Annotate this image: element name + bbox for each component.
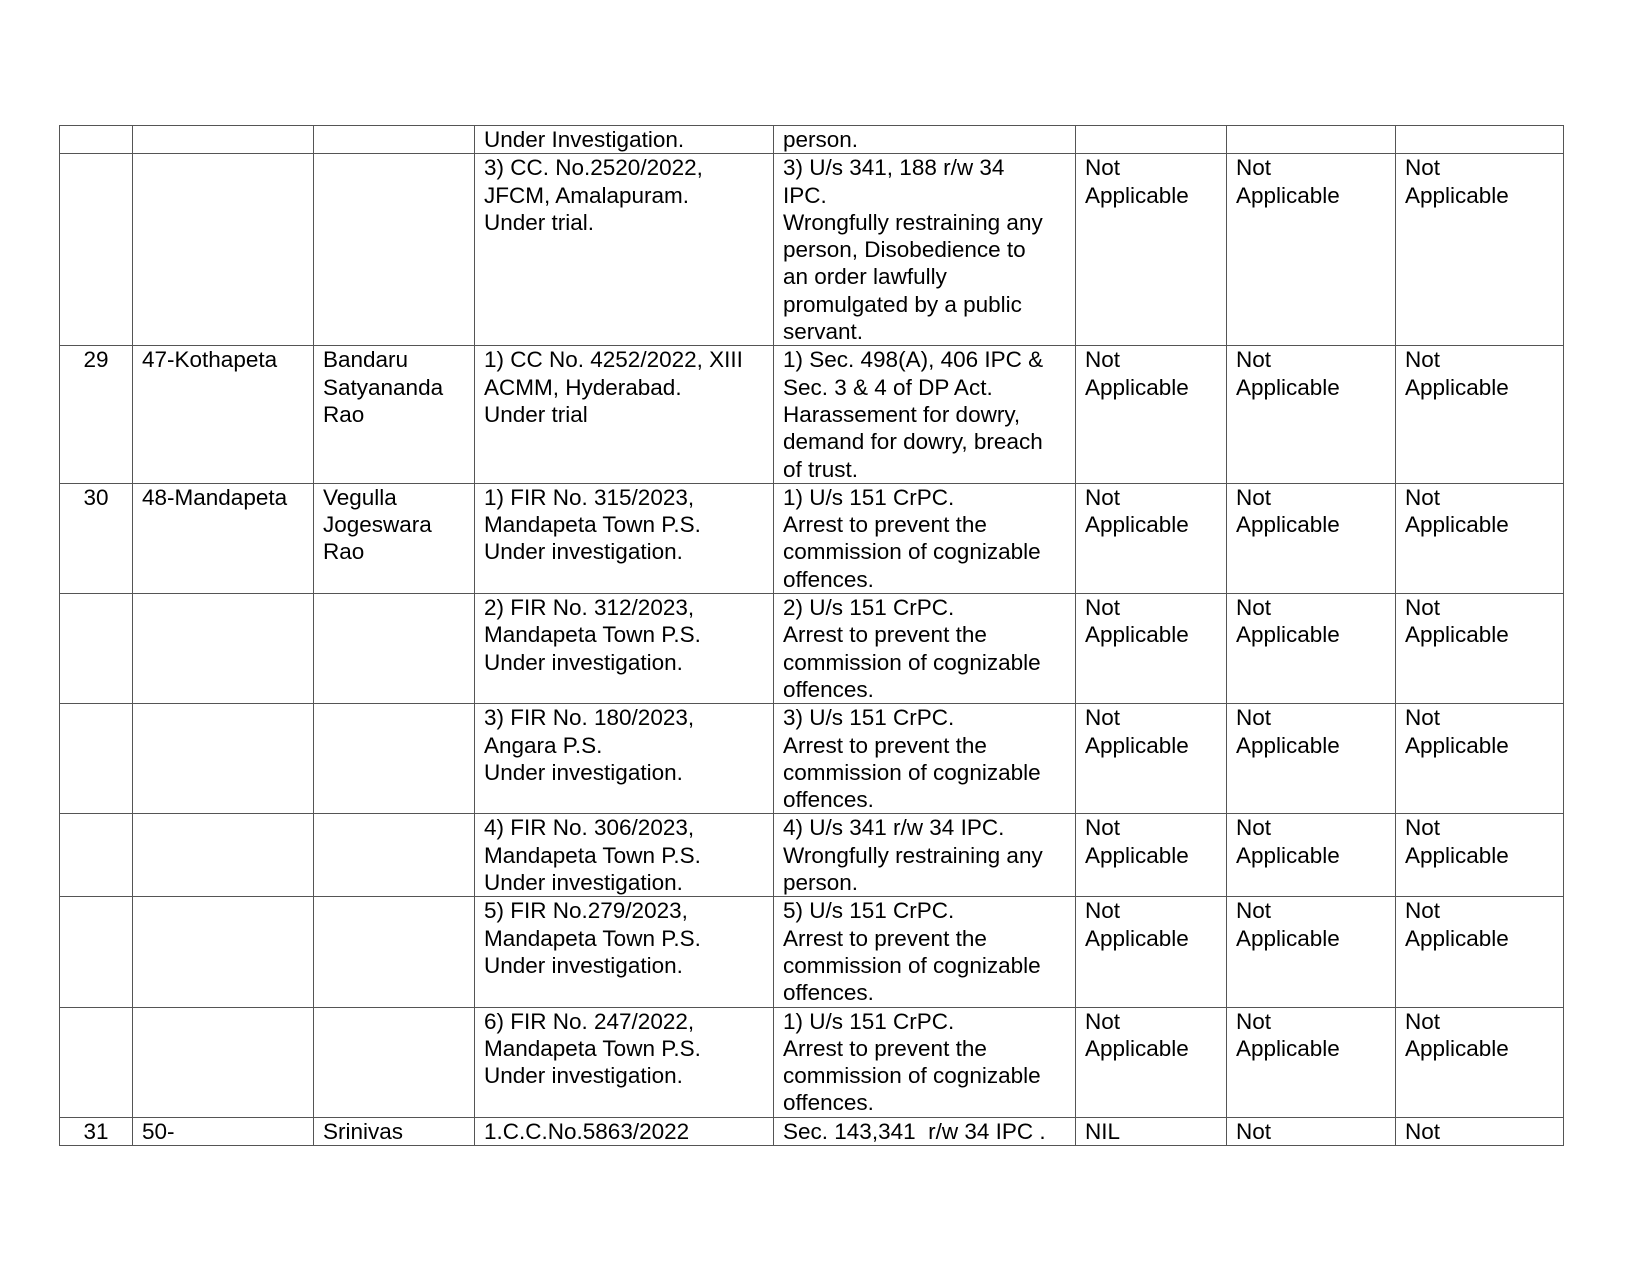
case-line: 2) FIR No. 312/2023, bbox=[484, 595, 695, 621]
case-line: 1.C.C.No.5863/2022 bbox=[484, 1118, 690, 1144]
status-line: Applicable bbox=[1405, 374, 1509, 400]
case-details-cell bbox=[475, 814, 774, 897]
sections-cell bbox=[774, 704, 1076, 814]
status-cell bbox=[1227, 346, 1396, 483]
sections-line: IPC. bbox=[783, 182, 827, 208]
table-row bbox=[60, 1007, 1564, 1117]
case-line: 1) CC No. 4252/2022, XIII bbox=[484, 347, 743, 373]
constituency-cell bbox=[133, 704, 314, 814]
status-line: Applicable bbox=[1236, 1035, 1340, 1061]
status-line: Applicable bbox=[1236, 182, 1340, 208]
case-details-cell bbox=[475, 704, 774, 814]
case-line: Under Investigation. bbox=[484, 127, 685, 152]
status-cell bbox=[1396, 704, 1564, 814]
sections-cell bbox=[774, 594, 1076, 704]
case-line: Mandapeta Town P.S. bbox=[484, 1035, 701, 1061]
status-line: NIL bbox=[1085, 1118, 1121, 1144]
status-cell bbox=[1227, 154, 1396, 346]
status-line: Not bbox=[1085, 347, 1121, 373]
case-line: Under investigation. bbox=[484, 870, 683, 896]
sections-line: Arrest to prevent the bbox=[783, 925, 987, 951]
status-line: Not bbox=[1085, 815, 1121, 841]
status-line: Not bbox=[1405, 1118, 1441, 1144]
status-line: Not bbox=[1236, 595, 1272, 621]
case-line: 1) FIR No. 315/2023, bbox=[484, 484, 695, 510]
status-line: Not bbox=[1236, 1118, 1272, 1144]
sections-line: promulgated by a public bbox=[783, 291, 1022, 317]
status-line: Not bbox=[1405, 898, 1441, 924]
case-details-cell bbox=[475, 1007, 774, 1117]
status-cell bbox=[1076, 704, 1227, 814]
case-line: Angara P.S. bbox=[484, 732, 603, 758]
status-line: Not bbox=[1085, 705, 1121, 731]
status-cell bbox=[1396, 814, 1564, 897]
sections-line: person. bbox=[783, 870, 859, 896]
serial-number-cell bbox=[60, 126, 133, 154]
constituency-cell: 48-Mandapeta bbox=[133, 483, 314, 593]
status-cell bbox=[1396, 1007, 1564, 1117]
candidate-name-line: Srinivas bbox=[323, 1118, 404, 1144]
candidate-cell bbox=[314, 1007, 475, 1117]
status-line: Not bbox=[1405, 815, 1441, 841]
sections-cell bbox=[774, 483, 1076, 593]
candidate-cell bbox=[314, 704, 475, 814]
sections-line: commission of cognizable bbox=[783, 1063, 1041, 1089]
sections-line: 3) U/s 151 CrPC. bbox=[783, 705, 955, 731]
status-cell bbox=[1227, 897, 1396, 1007]
sections-line: offences. bbox=[783, 1090, 874, 1116]
sections-line: 1) U/s 151 CrPC. bbox=[783, 1008, 955, 1034]
serial-number-cell bbox=[60, 814, 133, 897]
table-row bbox=[60, 1117, 1564, 1145]
status-line: Applicable bbox=[1085, 732, 1189, 758]
case-line: Mandapeta Town P.S. bbox=[484, 512, 701, 538]
status-line: Applicable bbox=[1085, 374, 1189, 400]
status-line: Applicable bbox=[1236, 732, 1340, 758]
constituency-cell bbox=[133, 814, 314, 897]
serial-number-cell bbox=[60, 704, 133, 814]
status-cell bbox=[1227, 704, 1396, 814]
sections-line: 4) U/s 341 r/w 34 IPC. bbox=[783, 815, 1005, 841]
sections-line: person, Disobedience to bbox=[783, 237, 1026, 263]
candidate-name-line: Rao bbox=[323, 401, 365, 427]
sections-line: offences. bbox=[783, 787, 874, 813]
sections-cell bbox=[774, 126, 1076, 154]
status-line: Not bbox=[1405, 347, 1441, 373]
case-details-cell bbox=[475, 126, 774, 154]
sections-line: Sec. 3 & 4 of DP Act. bbox=[783, 374, 993, 400]
serial-number-cell bbox=[60, 154, 133, 346]
status-line: Applicable bbox=[1236, 842, 1340, 868]
status-cell bbox=[1076, 897, 1227, 1007]
sections-line: Harassement for dowry, bbox=[783, 401, 1021, 427]
sections-line: Wrongfully restraining any bbox=[783, 209, 1043, 235]
sections-line: servant. bbox=[783, 319, 864, 345]
status-cell bbox=[1227, 126, 1396, 154]
candidate-cell bbox=[314, 594, 475, 704]
sections-line: Arrest to prevent the bbox=[783, 622, 987, 648]
sections-line: offences. bbox=[783, 566, 874, 592]
status-cell bbox=[1076, 1117, 1227, 1145]
status-line: Not bbox=[1405, 484, 1441, 510]
constituency-cell bbox=[133, 897, 314, 1007]
constituency-cell: 47-Kothapeta bbox=[133, 346, 314, 483]
case-line: Mandapeta Town P.S. bbox=[484, 622, 701, 648]
status-line: Not bbox=[1236, 155, 1272, 181]
case-details-cell bbox=[475, 154, 774, 346]
constituency-cell: 50- bbox=[133, 1117, 314, 1145]
table-row bbox=[60, 154, 1564, 346]
serial-number-cell: 29 bbox=[60, 346, 133, 483]
status-line: Not bbox=[1236, 705, 1272, 731]
candidate-name-line: Bandaru bbox=[323, 347, 409, 373]
sections-line: Arrest to prevent the bbox=[783, 1035, 987, 1061]
status-line: Applicable bbox=[1085, 1035, 1189, 1061]
table-row bbox=[60, 483, 1564, 593]
status-line: Not bbox=[1405, 705, 1441, 731]
status-line: Applicable bbox=[1085, 842, 1189, 868]
status-cell bbox=[1396, 483, 1564, 593]
candidate-cell bbox=[314, 897, 475, 1007]
constituency-cell bbox=[133, 1007, 314, 1117]
table-row bbox=[60, 594, 1564, 704]
sections-line: commission of cognizable bbox=[783, 759, 1041, 785]
status-line: Applicable bbox=[1405, 182, 1509, 208]
status-line: Applicable bbox=[1405, 1035, 1509, 1061]
status-cell bbox=[1227, 594, 1396, 704]
status-cell bbox=[1227, 1117, 1396, 1145]
case-line: Under investigation. bbox=[484, 1063, 683, 1089]
case-line: Mandapeta Town P.S. bbox=[484, 842, 701, 868]
status-cell bbox=[1227, 1007, 1396, 1117]
candidate-cell bbox=[314, 126, 475, 154]
sections-line: commission of cognizable bbox=[783, 539, 1041, 565]
status-line: Not bbox=[1085, 155, 1121, 181]
sections-line: 1) U/s 151 CrPC. bbox=[783, 484, 955, 510]
sections-line: commission of cognizable bbox=[783, 649, 1041, 675]
case-details-cell bbox=[475, 1117, 774, 1145]
status-line: Applicable bbox=[1405, 842, 1509, 868]
status-cell bbox=[1076, 1007, 1227, 1117]
sections-cell bbox=[774, 1117, 1076, 1145]
candidate-name-line: Jogeswara bbox=[323, 512, 432, 538]
status-cell bbox=[1076, 154, 1227, 346]
case-details-cell bbox=[475, 483, 774, 593]
status-line: Not bbox=[1085, 484, 1121, 510]
status-cell bbox=[1227, 483, 1396, 593]
sections-line: 1) Sec. 498(A), 406 IPC & bbox=[783, 347, 1044, 373]
serial-number-cell bbox=[60, 897, 133, 1007]
status-cell bbox=[1076, 594, 1227, 704]
sections-line: person. bbox=[783, 127, 859, 152]
table-row bbox=[60, 346, 1564, 483]
candidate-name-line: Vegulla bbox=[323, 484, 397, 510]
serial-number-cell bbox=[60, 1007, 133, 1117]
sections-line: of trust. bbox=[783, 456, 859, 482]
table-row bbox=[60, 814, 1564, 897]
sections-cell bbox=[774, 154, 1076, 346]
status-line: Not bbox=[1405, 1008, 1441, 1034]
status-line: Not bbox=[1405, 155, 1441, 181]
sections-cell bbox=[774, 814, 1076, 897]
status-line: Applicable bbox=[1405, 512, 1509, 538]
sections-cell bbox=[774, 346, 1076, 483]
case-details-cell bbox=[475, 594, 774, 704]
status-line: Applicable bbox=[1085, 512, 1189, 538]
candidate-cell bbox=[314, 1117, 475, 1145]
serial-number-cell: 31 bbox=[60, 1117, 133, 1145]
status-cell bbox=[1076, 814, 1227, 897]
case-line: Mandapeta Town P.S. bbox=[484, 925, 701, 951]
sections-line: Arrest to prevent the bbox=[783, 732, 987, 758]
status-line: Not bbox=[1236, 1008, 1272, 1034]
case-line: ACMM, Hyderabad. bbox=[484, 374, 682, 400]
constituency-cell bbox=[133, 126, 314, 154]
sections-cell bbox=[774, 1007, 1076, 1117]
status-line: Not bbox=[1085, 898, 1121, 924]
candidate-name-line: Satyananda bbox=[323, 374, 444, 400]
sections-line: offences. bbox=[783, 980, 874, 1006]
status-cell bbox=[1396, 346, 1564, 483]
serial-number-cell bbox=[60, 594, 133, 704]
case-line: Under investigation. bbox=[484, 952, 683, 978]
sections-line: Arrest to prevent the bbox=[783, 512, 987, 538]
candidate-cell bbox=[314, 154, 475, 346]
sections-cell bbox=[774, 897, 1076, 1007]
case-line: Under trial bbox=[484, 401, 588, 427]
case-details-cell bbox=[475, 897, 774, 1007]
status-line: Applicable bbox=[1236, 925, 1340, 951]
status-cell bbox=[1076, 126, 1227, 154]
status-line: Not bbox=[1085, 1008, 1121, 1034]
candidate-cell bbox=[314, 346, 475, 483]
case-line: JFCM, Amalapuram. bbox=[484, 182, 690, 208]
case-line: 6) FIR No. 247/2022, bbox=[484, 1008, 695, 1034]
status-line: Applicable bbox=[1405, 925, 1509, 951]
case-line: 5) FIR No.279/2023, bbox=[484, 898, 688, 924]
sections-line: Sec. 143,341 r/w 34 IPC . bbox=[783, 1118, 1046, 1144]
sections-line: demand for dowry, breach bbox=[783, 429, 1043, 455]
criminal-cases-table bbox=[59, 125, 1564, 1146]
sections-line: Wrongfully restraining any bbox=[783, 842, 1043, 868]
status-cell bbox=[1227, 814, 1396, 897]
case-line: Under trial. bbox=[484, 209, 595, 235]
sections-line: 5) U/s 151 CrPC. bbox=[783, 898, 955, 924]
candidate-cell bbox=[314, 814, 475, 897]
candidate-cell bbox=[314, 483, 475, 593]
case-line: Under investigation. bbox=[484, 759, 683, 785]
status-line: Applicable bbox=[1236, 512, 1340, 538]
candidate-name-line: Rao bbox=[323, 539, 365, 565]
status-cell bbox=[1076, 346, 1227, 483]
status-line: Not bbox=[1236, 484, 1272, 510]
status-line: Applicable bbox=[1085, 622, 1189, 648]
case-line: 4) FIR No. 306/2023, bbox=[484, 815, 695, 841]
table-row bbox=[60, 897, 1564, 1007]
status-line: Not bbox=[1405, 595, 1441, 621]
status-line: Not bbox=[1236, 347, 1272, 373]
serial-number-cell: 30 bbox=[60, 483, 133, 593]
status-cell bbox=[1396, 126, 1564, 154]
status-line: Not bbox=[1085, 595, 1121, 621]
status-cell bbox=[1396, 897, 1564, 1007]
status-cell bbox=[1396, 1117, 1564, 1145]
status-line: Applicable bbox=[1405, 732, 1509, 758]
case-line: Under investigation. bbox=[484, 649, 683, 675]
status-cell bbox=[1396, 154, 1564, 346]
constituency-cell bbox=[133, 154, 314, 346]
status-cell bbox=[1396, 594, 1564, 704]
status-line: Not bbox=[1236, 898, 1272, 924]
case-line: 3) CC. No.2520/2022, bbox=[484, 155, 703, 181]
sections-line: 3) U/s 341, 188 r/w 34 bbox=[783, 155, 1005, 181]
case-line: 3) FIR No. 180/2023, bbox=[484, 705, 695, 731]
table-row bbox=[60, 126, 1564, 154]
sections-line: an order lawfully bbox=[783, 264, 947, 290]
case-line: Under investigation. bbox=[484, 539, 683, 565]
sections-line: 2) U/s 151 CrPC. bbox=[783, 595, 955, 621]
status-line: Not bbox=[1236, 815, 1272, 841]
status-line: Applicable bbox=[1405, 622, 1509, 648]
status-line: Applicable bbox=[1085, 182, 1189, 208]
constituency-cell bbox=[133, 594, 314, 704]
sections-line: commission of cognizable bbox=[783, 952, 1041, 978]
table-row bbox=[60, 704, 1564, 814]
status-line: Applicable bbox=[1236, 622, 1340, 648]
sections-line: offences. bbox=[783, 676, 874, 702]
status-line: Applicable bbox=[1085, 925, 1189, 951]
status-line: Applicable bbox=[1236, 374, 1340, 400]
status-cell bbox=[1076, 483, 1227, 593]
case-details-cell bbox=[475, 346, 774, 483]
